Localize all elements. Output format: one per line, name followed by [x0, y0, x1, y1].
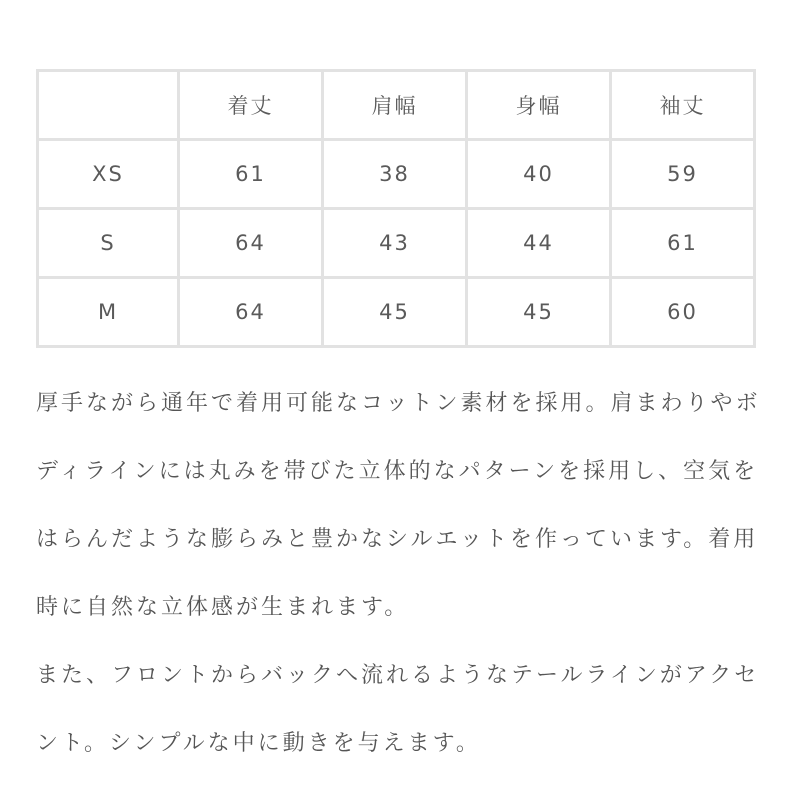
product-description: [36, 370, 776, 778]
description-line: 厚手ながら通年で着用可能なコットン素材を採用。肩まわりやボ: [36, 391, 761, 416]
table-cell: 61: [180, 141, 324, 210]
description-line: ント。シンプルな中に動きを与えます。: [36, 731, 481, 756]
table-cell: 59: [612, 141, 756, 210]
table-row: [36, 141, 756, 210]
table-header-sleeve: 袖丈: [612, 69, 756, 141]
table-cell: 45: [468, 279, 612, 348]
table-cell: 45: [324, 279, 468, 348]
size-label: M: [36, 279, 180, 348]
table-row: [36, 279, 756, 348]
table-header-shoulder: 肩幅: [324, 69, 468, 141]
description-line: 時に自然な立体感が生まれます。: [36, 595, 410, 620]
size-table: [36, 69, 756, 348]
size-label: S: [36, 210, 180, 279]
table-header-width: 身幅: [468, 69, 612, 141]
table-cell: 64: [180, 210, 324, 279]
table-cell: 60: [612, 279, 756, 348]
table-cell: 61: [612, 210, 756, 279]
table-row: [36, 210, 756, 279]
table-cell: 43: [324, 210, 468, 279]
table-header-corner: [36, 69, 180, 141]
description-line: ディラインには丸みを帯びた立体的なパターンを採用し、空気を: [36, 459, 759, 484]
table-header-row: [36, 69, 756, 141]
size-label: XS: [36, 141, 180, 210]
description-line: はらんだような膨らみと豊かなシルエットを作っています。着用: [36, 527, 759, 552]
table-cell: 64: [180, 279, 324, 348]
table-cell: 44: [468, 210, 612, 279]
description-line: また、フロントからバックへ流れるようなテールラインがアクセ: [36, 663, 760, 688]
table-header-length: 着丈: [180, 69, 324, 141]
table-cell: 40: [468, 141, 612, 210]
table-cell: 38: [324, 141, 468, 210]
